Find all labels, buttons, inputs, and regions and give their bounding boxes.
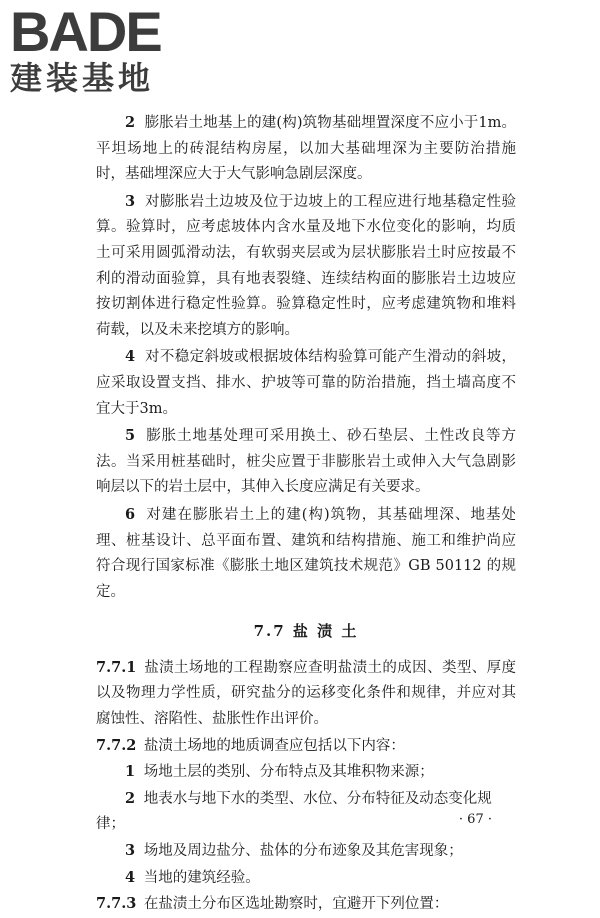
item-number: 2 (125, 789, 136, 807)
clause-text: 盐渍土场地的工程勘察应查明盐渍土的成因、类型、厚度以及物理力学性质，研究盐分的运移变化条件和规律，并应对其腐蚀性、溶陷性、盐胀性作出评价。 (96, 659, 516, 728)
clause-7-7-3 (96, 891, 516, 918)
paragraph-text: 对不稳定斜坡或根据坡体结构验算可能产生滑动的斜坡，应采取设置支挡、排水、护坡等可靠的防治措施，挡土墙高度不宜大于3m。 (96, 349, 517, 417)
section-title: 7.7 盐 渍 土 (253, 622, 359, 641)
list-item (96, 759, 516, 786)
clause-7-7-2 (96, 733, 516, 760)
paragraph-number: 3 (125, 192, 136, 210)
clause-7-7-1 (96, 655, 516, 733)
item-number: 3 (125, 842, 136, 860)
logo-subtitle: 建装基地 (10, 59, 155, 97)
paragraph-5 (96, 423, 516, 501)
item-text: 场地土层的类别、分布特点及其堆积物来源； (143, 764, 434, 781)
paragraph-text: 膨胀岩土地基上的建(构)筑物基础埋置深度不应小于1m。平坦场地上的砖混结构房屋，以加大基础埋深为主要防治措施时，基础埋深应大于大气影响急剧层深度。 (96, 115, 516, 183)
paragraph-text: 对膨胀岩土边坡及位于边坡上的工程应进行地基稳定性验算。验算时，应考虑坡体内含水量及地下水位变化的影响，均质土可采用圆弧滑动法，有软弱夹层或为层状膨胀岩土时应按最不利的滑动面验算，具有地表裂缝、连续结构面的膨胀岩土边坡应按切割体进行稳定性验算。验算稳定性时，应考虑建筑物和堆料荷载，以及未来挖填方的影响。 (96, 193, 517, 338)
paragraph-3 (96, 189, 516, 344)
paragraph-number: 4 (125, 348, 136, 366)
clause-number: 7.7.3 (96, 895, 137, 913)
paragraph-2 (96, 110, 516, 188)
clause-text: 在盐渍土分布区选址勘察时，宜避开下列位置： (143, 896, 449, 913)
paragraph-6 (96, 502, 516, 605)
list-item (96, 786, 516, 838)
clause-text: 盐渍土场地的地质调查应包括以下内容： (143, 737, 405, 754)
item-text: 场地及周边盐分、盐体的分布迹象及其危害现象； (143, 843, 463, 860)
item-number: 1 (125, 763, 136, 781)
paragraph-text: 膨胀土地基处理可采用换土、砂石垫层、土性改良等方法。当采用桩基础时，桩尖应置于非膨胀岩土或伸入大气急剧影响层以下的岩土层中，其伸入长度应满足有关要求。 (96, 428, 517, 496)
paragraph-text: 对建在膨胀岩土上的建(构)筑物，其基础埋深、地基处理、桩基设计、总平面布置、建筑和结构措施、施工和维护尚应符合现行国家标准《膨胀土地区建筑技术规范》GB 50112 的规定。 (96, 506, 517, 600)
paragraph-4 (96, 344, 516, 422)
clause-number: 7.7.1 (96, 658, 137, 676)
clause-number: 7.7.2 (96, 736, 137, 754)
paragraph-number: 2 (125, 114, 136, 131)
document-body (96, 110, 516, 918)
paragraph-number: 6 (125, 505, 136, 523)
page-number: · 67 · (458, 812, 492, 827)
list-item (96, 865, 516, 892)
item-text: 当地的建筑经验。 (143, 869, 260, 886)
list-item (96, 838, 516, 865)
paragraph-number: 5 (125, 427, 136, 445)
item-text: 地表水与地下水的类型、水位、分布特征及动态变化规律； (96, 790, 492, 833)
logo (10, 0, 180, 97)
item-number: 4 (125, 868, 136, 886)
logo-mark: BADE (10, 0, 161, 63)
